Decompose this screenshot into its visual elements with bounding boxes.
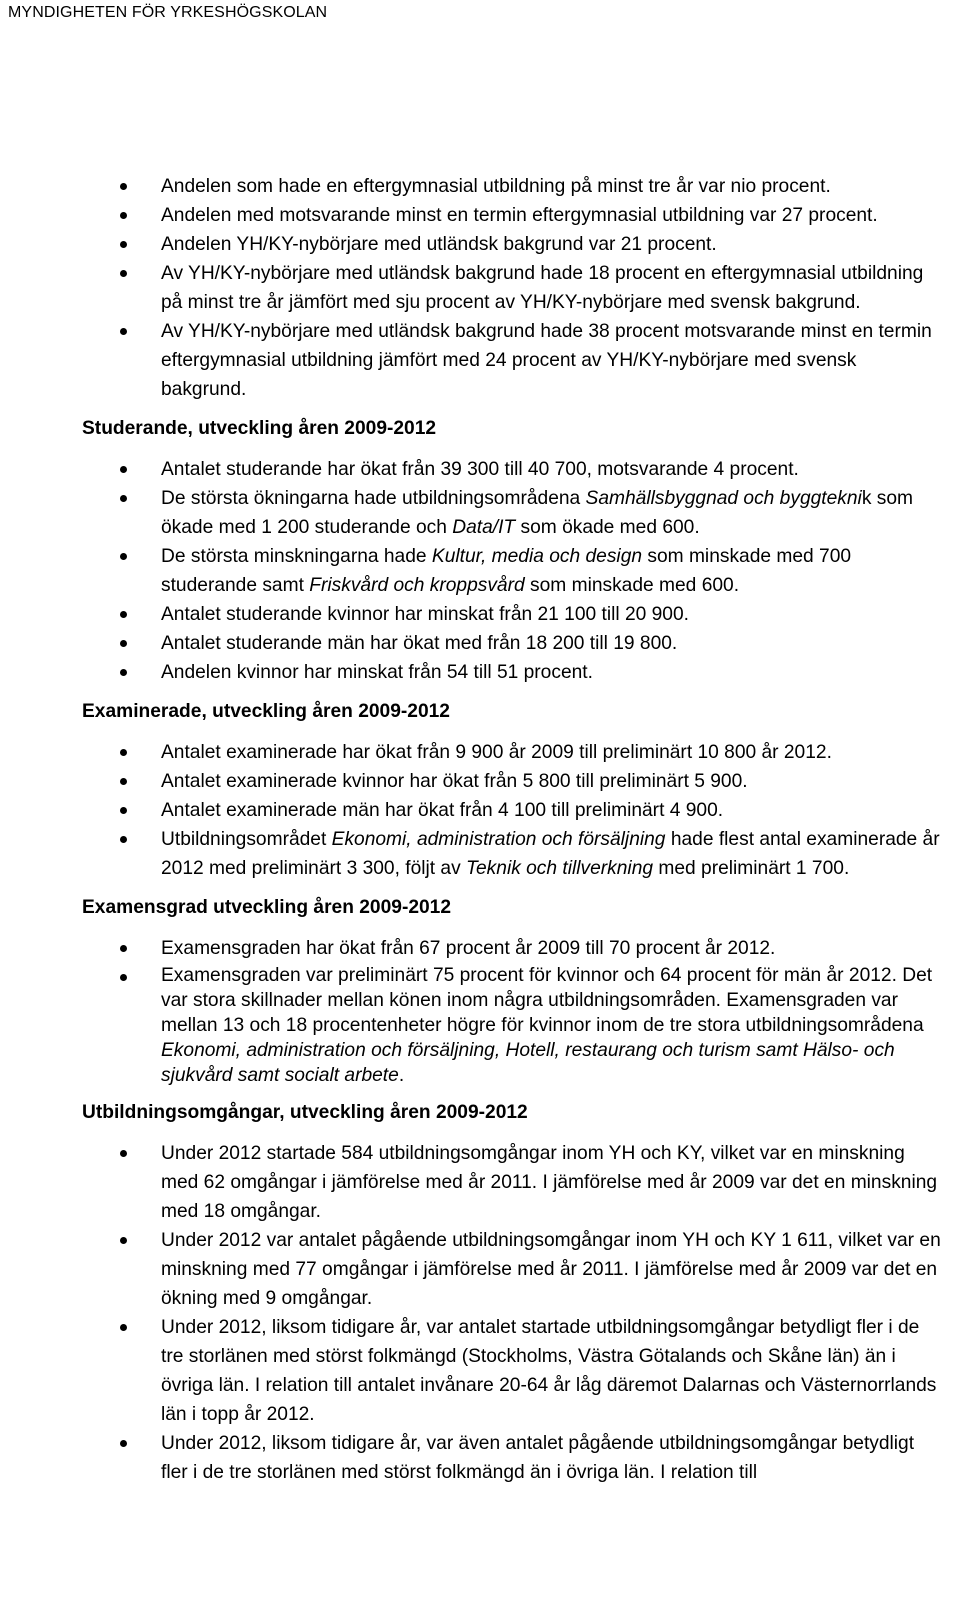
section-heading-omgangar: Utbildningsomgångar, utveckling åren 2009-2012: [82, 1102, 528, 1123]
studerande-list: [82, 455, 942, 687]
intro-list: [82, 172, 942, 404]
bullet-icon: [120, 1237, 127, 1244]
section-heading-examensgrad: Examensgrad utveckling åren 2009-2012: [82, 897, 452, 918]
list-item: Andelen kvinnor har minskat från 54 till 51 procent.: [82, 658, 942, 687]
bullet-icon: [120, 669, 127, 676]
list-item: De största minskningarna hade Kultur, media och design som minskade med 700 studerande samt Friskvård och kroppsvård som minskade med 600.: [82, 542, 942, 600]
examensgrad-list: [82, 934, 942, 1088]
list-item: Under 2012 var antalet pågående utbildningsomgångar inom YH och KY 1 611, vilket var en minskning med 77 omgångar i jämförelse med år 2011. I jämförelse med år 2009 var det en ökning med 9 omgångar.: [82, 1226, 942, 1313]
bullet-icon: [120, 553, 127, 560]
list-item: Utbildningsområdet Ekonomi, administration och försäljning hade flest antal examinerade år 2012 med preliminärt 3 300, följt av Teknik och tillverkning med preliminärt 1 700.: [82, 825, 942, 883]
bullet-icon: [120, 974, 127, 981]
bullet-icon: [120, 212, 127, 219]
list-item: Antalet studerande kvinnor har minskat från 21 100 till 20 900.: [82, 600, 942, 629]
list-item: Andelen med motsvarande minst en termin eftergymnasial utbildning var 27 procent.: [82, 201, 942, 230]
list-item: Antalet examinerade har ökat från 9 900 år 2009 till preliminärt 10 800 år 2012.: [82, 738, 942, 767]
bullet-icon: [120, 241, 127, 248]
bullet-icon: [120, 328, 127, 335]
bullet-icon: [120, 749, 127, 756]
bullet-icon: [120, 945, 127, 952]
bullet-icon: [120, 466, 127, 473]
list-item: Andelen som hade en eftergymnasial utbildning på minst tre år var nio procent.: [82, 172, 942, 201]
list-item: Antalet examinerade kvinnor har ökat från 5 800 till preliminärt 5 900.: [82, 767, 942, 796]
bullet-icon: [120, 270, 127, 277]
bullet-icon: [120, 640, 127, 647]
bullet-icon: [120, 836, 127, 843]
examinerade-list: [82, 738, 942, 883]
omgangar-list: [82, 1139, 942, 1487]
bullet-icon: [120, 495, 127, 502]
list-item: Under 2012, liksom tidigare år, var antalet startade utbildningsomgångar betydligt fler i de tre storlänen med störst folkmängd (Stockholms, Västra Götalands och Skåne län) än i övriga län. I relation till antalet invånare 20-64 år låg däremot Dalarnas och Västernorrlands län i topp år 2012.: [82, 1313, 942, 1429]
list-item: Examensgraden har ökat från 67 procent år 2009 till 70 procent år 2012.: [82, 934, 942, 963]
bullet-icon: [120, 611, 127, 618]
section-heading-examinerade: Examinerade, utveckling åren 2009-2012: [82, 701, 450, 722]
section-heading-studerande: Studerande, utveckling åren 2009-2012: [82, 418, 437, 439]
list-item: Av YH/KY-nybörjare med utländsk bakgrund hade 18 procent en eftergymnasial utbildning på minst tre år jämfört med sju procent av YH/KY-nybörjare med svensk bakgrund.: [82, 259, 942, 317]
list-item: Antalet studerande har ökat från 39 300 till 40 700, motsvarande 4 procent.: [82, 455, 942, 484]
bullet-icon: [120, 1324, 127, 1331]
list-item: De största ökningarna hade utbildningsområdena Samhällsbyggnad och byggteknik som ökade med 1 200 studerande och Data/IT som ökade med 600.: [82, 484, 942, 542]
list-item: Under 2012, liksom tidigare år, var även antalet pågående utbildningsomgångar betydligt fler i de tre storlänen med störst folkmängd än i övriga län. I relation till: [82, 1429, 942, 1487]
bullet-icon: [120, 1440, 127, 1447]
bullet-icon: [120, 778, 127, 785]
list-item: Antalet studerande män har ökat med från 18 200 till 19 800.: [82, 629, 942, 658]
list-item: Under 2012 startade 584 utbildningsomgångar inom YH och KY, vilket var en minskning med 62 omgångar i jämförelse med år 2011. I jämförelse med år 2009 var det en minskning med 18 omgångar.: [82, 1139, 942, 1226]
document-body: [82, 172, 942, 1487]
list-item: Examensgraden var preliminärt 75 procent för kvinnor och 64 procent för män år 2012. Det var stora skillnader mellan könen inom några utbildningsområden. Examensgraden var mellan 13 och 18 procentenheter högre för kvinnor inom de tre stora utbildningsområdena Ekonomi, administration och försäljning, Hotell, restaurang och turism samt Hälso- och sjukvård samt socialt arbete.: [82, 963, 942, 1088]
list-item: Antalet examinerade män har ökat från 4 100 till preliminärt 4 900.: [82, 796, 942, 825]
bullet-icon: [120, 183, 127, 190]
bullet-icon: [120, 1150, 127, 1157]
page-header: MYNDIGHETEN FÖR YRKESHÖGSKOLAN: [8, 4, 328, 21]
list-item: Andelen YH/KY-nybörjare med utländsk bakgrund var 21 procent.: [82, 230, 942, 259]
list-item: Av YH/KY-nybörjare med utländsk bakgrund hade 38 procent motsvarande minst en termin eftergymnasial utbildning jämfört med 24 procent av YH/KY-nybörjare med svensk bakgrund.: [82, 317, 942, 404]
bullet-icon: [120, 807, 127, 814]
